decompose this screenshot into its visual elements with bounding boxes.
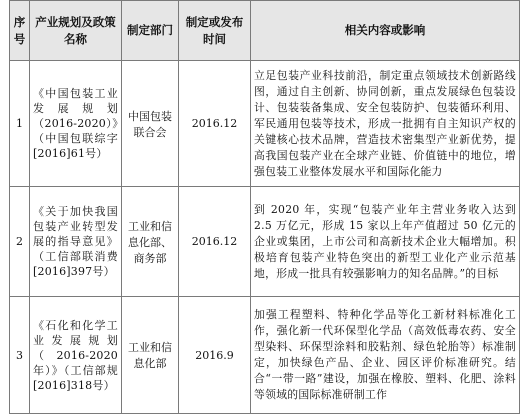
table-header-row [10, 1, 520, 61]
row-impact: 加强工程塑料、特种化学品等化工新材料标准化工作，强化新一代环保型化学品（高效低毒农药、安全型染料、环保型涂料和胶粘剂、绿色轮胎等）标准制定，加快绿色产品、企业、园区评价标准研究。结合“一带一路”建设，加强在橡胶、塑料、化肥、涂料等领域的国际标准研制工作 [251, 297, 520, 414]
row-date: 2016.12 [179, 61, 251, 187]
policy-table [9, 0, 520, 414]
row-policy-name: 《中国包装工业发展规划（2016-2020）》（中国包联综字[2016]61号） [30, 61, 122, 187]
row-department: 中国包装联合会 [122, 61, 179, 187]
row-department: 工业和信息化部 [122, 297, 179, 414]
header-department: 制定部门 [122, 1, 179, 61]
row-date: 2016.12 [179, 187, 251, 297]
row-policy-name: 《石化和化学工业发展规划（2016-2020年）》（工信部规[2016]318号） [30, 297, 122, 414]
header-policy-name: 产业规划及政策名称 [30, 1, 122, 61]
table-row [10, 187, 520, 297]
row-impact: 到 2020 年，实现“包装产业年主营业务收入达到 2.5 万亿元，形成 15 家以上年产值超过 50 亿元的企业或集团，上市公司和高新技术企业大幅增加。积极培育包装产业特色突出的新型工业化产业示范基地，形成一批具有较强影响力的知名品牌。”的目标 [251, 187, 520, 297]
row-impact: 立足包装产业科技前沿，制定重点领域技术创新路线图，通过自主创新、协同创新，重点发展绿色包装设计、包装装备集成、安全包装防护、包装循环利用、军民通用包装等技术，形成一批拥有自主知识产权的关键核心技术品牌，营造技术密集型产业新优势，提高我国包装产业在全球产业链、价值链中的地位，增强包装工业整体发展水平和国际化能力 [251, 61, 520, 187]
row-date: 2016.9 [179, 297, 251, 414]
row-seq: 3 [10, 297, 30, 414]
header-date: 制定或发布时间 [179, 1, 251, 61]
row-seq: 2 [10, 187, 30, 297]
row-policy-name: 《关于加快我国包装产业转型发展的指导意见》（工信部联消费[2016]397号） [30, 187, 122, 297]
table-row [10, 297, 520, 414]
policy-table-page [9, 0, 519, 414]
row-seq: 1 [10, 61, 30, 187]
header-impact: 相关内容或影响 [251, 1, 520, 61]
table-row [10, 61, 520, 187]
header-seq: 序号 [10, 1, 30, 61]
row-department: 工业和信息化部、商务部 [122, 187, 179, 297]
